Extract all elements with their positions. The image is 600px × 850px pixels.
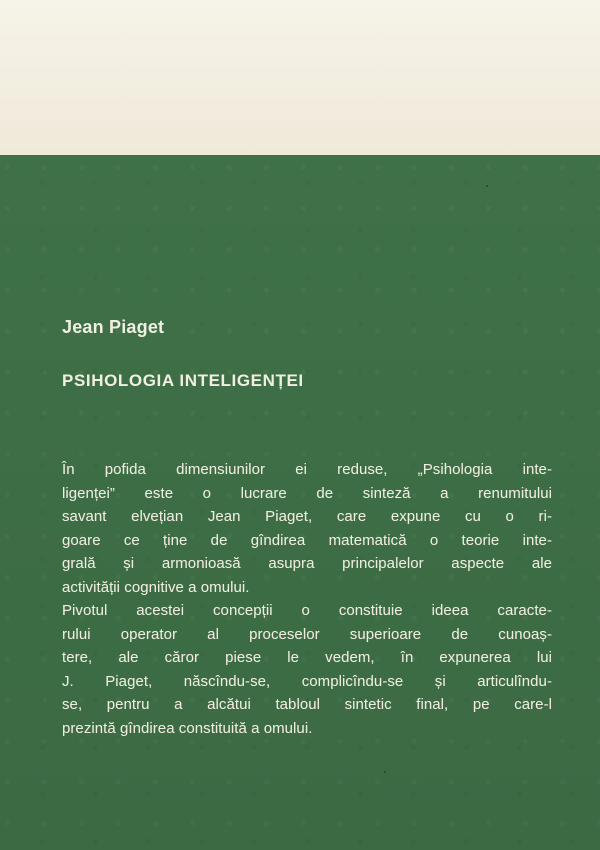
description-line: J. Piaget, născîndu-se, complicîndu-se și articulîndu- — [62, 672, 552, 690]
description-line: Pivotul acestei concepții o constituie ideea caracte- — [62, 602, 552, 619]
book-description — [62, 458, 552, 740]
description-line: ligenței” este o lucrare de sinteză a renumitului — [62, 484, 552, 502]
description-line: rului operator al proceselor superioare de cunoaș- — [62, 625, 552, 643]
description-line: goare ce ține de gîndirea matematică o teorie inte- — [62, 531, 552, 549]
print-speck — [118, 705, 120, 707]
description-line: prezintă gîndirea constituită a omului. — [62, 719, 313, 737]
print-speck — [486, 185, 488, 187]
description-line: În pofida dimensiunilor ei reduse, „Psihologia inte- — [62, 461, 552, 478]
top-cream-band — [0, 0, 600, 155]
description-line: grală și armonioasă asupra principalelor aspecte ale — [62, 555, 552, 572]
description-line: activității cognitive a omului. — [62, 578, 250, 596]
author-name: Jean Piaget — [62, 317, 165, 337]
description-line: se, pentru a alcătui tabloul sintetic final, pe care-l — [62, 696, 552, 713]
print-speck — [384, 771, 386, 773]
description-line: savant elvețian Jean Piaget, care expune cu o ri- — [62, 508, 552, 525]
description-line: tere, ale căror piese le vedem, în expunerea lui — [62, 649, 552, 666]
book-title: PSIHOLOGIA INTELIGENȚEI — [62, 371, 304, 390]
